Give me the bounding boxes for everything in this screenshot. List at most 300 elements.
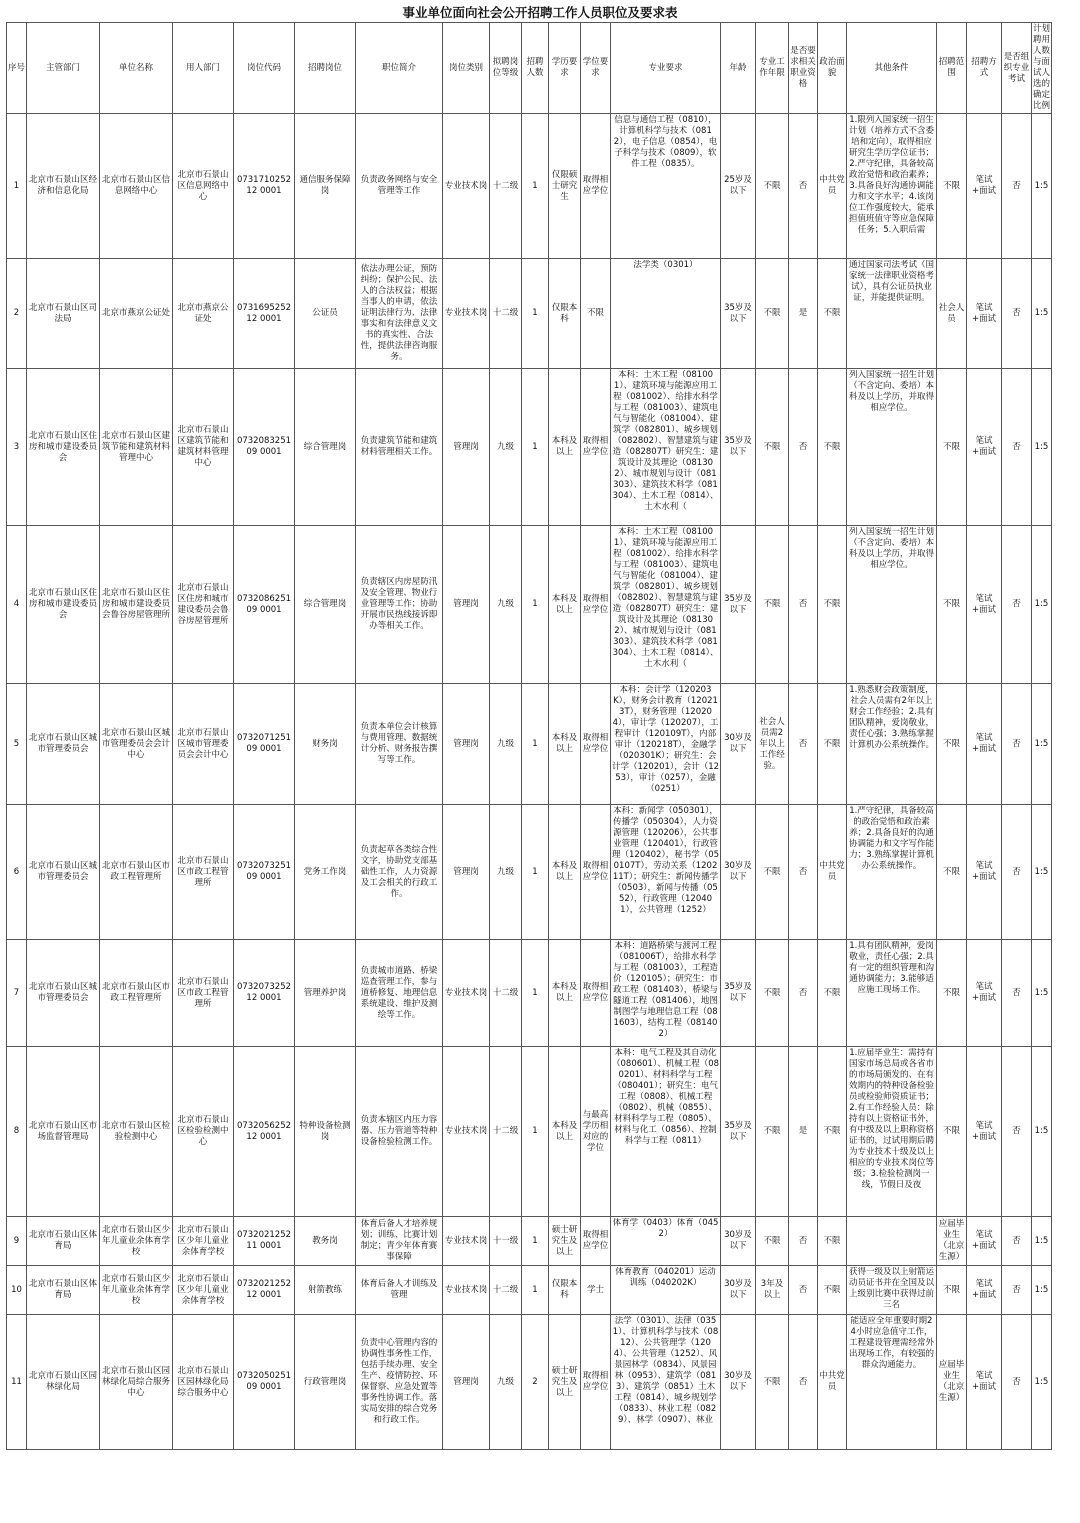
- table-cell: 1:5: [1032, 1047, 1052, 1217]
- table-cell: 负责政务网络与安全管理等工作: [356, 114, 443, 259]
- cell-text: 本科：会计学（120203K），财务会计教育（120213T），财务管理（120204），审计学（120207），工程审计（120109T），内部审计（120218T），金融学（020301K）；研究生：会计学（120201），会计（1253），审计（0257），金融（0251）: [612, 685, 719, 794]
- table-cell: 073169525212 0001: [234, 259, 295, 369]
- table-cell: 笔试+面试: [967, 526, 1002, 684]
- cell-text: 1.严守纪律，具备较高的政治觉悟和政治素养；2.具备良好的沟通协调能力和文字写作能力；3.熟练掌握计算机办公系统操作。: [848, 806, 934, 871]
- table-cell: 3年及以上: [756, 1266, 789, 1315]
- document-title: 事业单位面向社会公开招聘工作人员职位及要求表: [402, 5, 678, 20]
- table-cell: 北京市石景山区司法局: [27, 259, 100, 369]
- table-cell: 应届毕业生（北京生源）: [937, 1315, 967, 1450]
- header-cell: 招聘岗位: [295, 23, 356, 114]
- table-cell: 专业技术岗: [443, 940, 490, 1047]
- table-cell: 体育后备人才培养规划；训练、比赛计划制定；青少年体育赛事保障: [356, 1217, 443, 1266]
- cell-text: 体育学（0403）体育（0452）: [612, 1218, 719, 1239]
- table-cell: 北京市石景山区城市管理委员会: [27, 940, 100, 1047]
- table-cell: 财务岗: [295, 684, 356, 805]
- table-cell: 管理岗: [443, 369, 490, 526]
- table-cell: 取得相应学位: [581, 805, 611, 940]
- table-cell: 不限: [818, 369, 847, 526]
- table-cell: 3: [7, 369, 27, 526]
- table-cell: 负责起草各类综合性文字，协助党支部基础性工作，人力资源及工会相关的行政工作。: [356, 805, 443, 940]
- header-cell: 用人部门: [173, 23, 234, 114]
- table-cell: 北京市石景山区市政工程管理所: [100, 805, 173, 940]
- table-cell: 硕士研究生及以上: [549, 1217, 581, 1266]
- table-cell: 1:5: [1032, 526, 1052, 684]
- table-cell: 否: [1002, 684, 1032, 805]
- table-cell: 073202125211 0001: [234, 1217, 295, 1266]
- table-cell: [611, 526, 721, 684]
- cell-text: 本科：道路桥梁与渡河工程（081006T），给排水科学与工程（081003），工程造价（120105）；研究生：市政工程（081403），桥梁与隧道工程（081406），地图制图学与地理信息工程（081603），结构工程（081402）: [613, 941, 718, 1039]
- table-cell: 1: [522, 1217, 549, 1266]
- table-cell: 本科及以上: [549, 526, 581, 684]
- table-cell: 否: [789, 1315, 818, 1450]
- table-cell: 负责本辖区内压力容器、压力管道等特种设备检验检测工作。: [356, 1047, 443, 1217]
- table-cell: [847, 369, 937, 526]
- table-cell: 北京市石景山区体育局: [27, 1266, 100, 1315]
- table-cell: 1: [522, 805, 549, 940]
- table-cell: 是: [789, 1047, 818, 1217]
- table-cell: 北京市石景山区建筑节能和建筑材料管理中心: [100, 369, 173, 526]
- cell-text: 法学（0301）、法律（0351）、计算机科学与技术（0812）、公共管理学（1204）、公共管理（1252）、风景园林学（0834）、风景园林（0953）、建筑学（0813）、建筑学（0851）土木工程（0814）、城乡规划学（0833）、林业工程（0829）、林学（0907）、林业: [612, 1316, 719, 1425]
- table-cell: 否: [789, 114, 818, 259]
- header-cell: 其他条件: [847, 23, 937, 114]
- table-cell: 不限: [756, 940, 789, 1047]
- table-cell: 管理岗: [443, 1315, 490, 1450]
- table-cell: 管理养护岗: [295, 940, 356, 1047]
- table-cell: 北京市石景山区园林绿化局综合服务中心: [173, 1315, 234, 1450]
- table-cell: 十二级: [490, 114, 522, 259]
- table-cell: [611, 369, 721, 526]
- header-cell: 岗位代码: [234, 23, 295, 114]
- table-cell: [847, 114, 937, 259]
- header-cell: 专业要求: [611, 23, 721, 114]
- cell-text: 本科：土木工程（081001）、建筑环境与能源应用工程（081002）、给排水科学与工程（081003）、建筑电气与智能化（081004）、建筑学（082801）、城乡规划（082802）、智慧建筑与建造（082807T）研究生：建筑设计及其理论（081302）、城市规划与设计（081303）、建筑技术科学（081304）、土木工程（0814）、土木水利（: [612, 527, 719, 669]
- table-cell: 6: [7, 805, 27, 940]
- cell-text: 1.限列入国家统一招生计划（培养方式不含委培和定向），取得相应研究生学历学位证书；2.严守纪律，具备较高政治觉悟和政治素养；3.具备良好沟通协调能力和文字水平；4.该岗位工作强度较大，能承担值班值守等应急保障任务；5.入职后需: [848, 115, 934, 235]
- table-cell: 不限: [818, 1217, 847, 1266]
- cell-text: 1.应届毕业生：需持有国家市场总局或各省市的市场局颁发的、在有效期内的特种设备检验员或检验师资质证书；2.有工作经验人员：除持有以上资格证书外，有中级及以上职称资格证书的，过试用期后聘为专业技术十级及以上相应的专业技术岗位等级；3.检验检测岗一线，节假日及夜: [848, 1048, 934, 1190]
- table-cell: 负责中心管理内容的协调性事务性工作，包括手续办理、安全生产、疫情防控、环保督察、应急处置等事务性协调工作。落实局安排的综合党务和行政工作。: [356, 1315, 443, 1450]
- table-cell: 073202125212 0001: [234, 1266, 295, 1315]
- table-cell: 十一级: [490, 1217, 522, 1266]
- table-cell: [611, 1266, 721, 1315]
- table-cell: 北京市石景山区信息网络中心: [100, 114, 173, 259]
- table-cell: 1:5: [1032, 805, 1052, 940]
- cell-text: [848, 1218, 935, 1264]
- table-cell: 十二级: [490, 259, 522, 369]
- table-cell: 35岁及以下: [721, 259, 756, 369]
- table-cell: [611, 805, 721, 940]
- table-cell: 笔试+面试: [967, 805, 1002, 940]
- table-cell: 1: [522, 114, 549, 259]
- table-cell: 社会人员: [937, 259, 967, 369]
- table-cell: 北京市石景山区少年儿童业余体育学校: [173, 1217, 234, 1266]
- table-cell: 管理岗: [443, 526, 490, 684]
- table-cell: 35岁及以下: [721, 526, 756, 684]
- table-cell: 取得相应学位: [581, 369, 611, 526]
- table-cell: 否: [1002, 114, 1032, 259]
- table-row: [7, 1266, 1052, 1315]
- table-cell: 1: [522, 1266, 549, 1315]
- table-row: [7, 1315, 1052, 1450]
- table-cell: 通信服务保障岗: [295, 114, 356, 259]
- table-cell: 北京市石景山区城市管理委员会会计中心: [100, 684, 173, 805]
- table-row: [7, 1217, 1052, 1266]
- table-cell: 8: [7, 1047, 27, 1217]
- table-cell: 北京市石景山区经济和信息化局: [27, 114, 100, 259]
- table-cell: 本科及以上: [549, 369, 581, 526]
- cell-text: 获得一级及以上射箭运动员证书并在全国及以上级别比赛中获得过前三名: [848, 1267, 934, 1310]
- table-cell: 取得相应学位: [581, 526, 611, 684]
- table-cell: 1:5: [1032, 259, 1052, 369]
- table-cell: 仅限硕士研究生: [549, 114, 581, 259]
- table-cell: 1:5: [1032, 1315, 1052, 1450]
- header-cell: 专业工作年限: [756, 23, 789, 114]
- table-cell: 北京市石景山区市政工程管理所: [173, 940, 234, 1047]
- table-header-row: [7, 23, 1052, 114]
- table-cell: 北京市石景山区检验检测中心: [100, 1047, 173, 1217]
- table-cell: 九级: [490, 805, 522, 940]
- table-cell: 中共党员: [818, 1315, 847, 1450]
- header-cell: 岗位类别: [443, 23, 490, 114]
- table-cell: 专业技术岗: [443, 1047, 490, 1217]
- table-cell: 073205025109 0001: [234, 1315, 295, 1450]
- header-cell: 学位要求: [581, 23, 611, 114]
- table-cell: 1:5: [1032, 369, 1052, 526]
- cell-text: 本科：新闻学（050301），传播学（050304），人力资源管理（120206），公共事业管理（120401），行政管理（120402），秘书学（050107T），劳动关系（120211T）；研究生：新闻传播学（0503），新闻与传播（0552），行政管理（120401），公共管理（1252）: [612, 806, 719, 915]
- table-cell: 笔试+面试: [967, 684, 1002, 805]
- table-cell: 不限: [818, 526, 847, 684]
- table-cell: 负责辖区内房屋防汛及安全管理、物业行业管理等工作；协助开展市民热线接诉即办等相关工作。: [356, 526, 443, 684]
- table-cell: 笔试+面试: [967, 259, 1002, 369]
- table-cell: 管理岗: [443, 805, 490, 940]
- table-cell: 否: [1002, 259, 1032, 369]
- table-cell: 1:5: [1032, 114, 1052, 259]
- header-cell: 政治面貌: [818, 23, 847, 114]
- table-cell: 25岁及以下: [721, 114, 756, 259]
- table-cell: 北京市石景山区检验检测中心: [173, 1047, 234, 1217]
- header-cell: 拟聘岗位等级: [490, 23, 522, 114]
- table-row: [7, 526, 1052, 684]
- table-cell: 不限: [756, 1047, 789, 1217]
- table-cell: 专业技术岗: [443, 259, 490, 369]
- table-cell: 35岁及以下: [721, 369, 756, 526]
- table-cell: 7: [7, 940, 27, 1047]
- table-cell: 北京市石景山区市政工程管理所: [173, 805, 234, 940]
- header-cell: 计划聘用人数与面试人选的确定比例: [1032, 23, 1052, 114]
- table-cell: 9: [7, 1217, 27, 1266]
- table-cell: 笔试+面试: [967, 1217, 1002, 1266]
- table-cell: [611, 1047, 721, 1217]
- table-cell: 依法办理公证，预防纠纷；保护公民、法人的合法权益；根据当事人的申请，依法证明法律行为、法律事实和有法律意义文书的真实性、合法性，提供法律咨询服务。: [356, 259, 443, 369]
- cell-text: 能适应全年重要时期24小时应急值守工作，工程建设管理需经常外出现场工作，有较强的群众沟通能力。: [848, 1316, 934, 1370]
- table-cell: 仅限本科: [549, 259, 581, 369]
- table-cell: 与最高学历相对应的学位: [581, 1047, 611, 1217]
- cell-text: 1.具有团队精神，爱岗敬业，责任心强；2.具有一定的组织管理和沟通协调能力；3.能够适应施工现场工作。: [848, 941, 934, 995]
- table-cell: 否: [1002, 940, 1032, 1047]
- table-cell: 2: [522, 1315, 549, 1450]
- header-cell: 是否组织专业考试: [1002, 23, 1032, 114]
- table-cell: 笔试+面试: [967, 1315, 1002, 1450]
- table-cell: 北京市石景山区少年儿童业余体育学校: [100, 1217, 173, 1266]
- table-cell: 30岁及以下: [721, 1315, 756, 1450]
- table-cell: 30岁及以下: [721, 1217, 756, 1266]
- table-cell: 负责本单位会计核算与费用管理、数据统计分析、财务报告撰写等工作。: [356, 684, 443, 805]
- table-cell: 笔试+面试: [967, 1047, 1002, 1217]
- table-cell: 行政管理岗: [295, 1315, 356, 1450]
- table-cell: [611, 114, 721, 259]
- header-cell: 是否要求相关职业资格: [789, 23, 818, 114]
- table-cell: 073207325109 0001: [234, 805, 295, 940]
- table-cell: 硕士研究生及以上: [549, 1315, 581, 1450]
- table-cell: 不限: [818, 684, 847, 805]
- table-cell: 取得相应学位: [581, 940, 611, 1047]
- header-cell: 招聘方式: [967, 23, 1002, 114]
- table-cell: 10: [7, 1266, 27, 1315]
- cell-text: 1.熟悉财会政策制度，社会人员需有2年以上财会工作经验；2.具有团队精神，爱岗敬业，责任心强；3.熟练掌握计算机办公系统操作。: [848, 685, 934, 750]
- table-cell: 1:5: [1032, 1266, 1052, 1315]
- table-cell: 2: [7, 259, 27, 369]
- table-cell: 否: [789, 940, 818, 1047]
- table-cell: 35岁及以下: [721, 940, 756, 1047]
- table-cell: 中共党员: [818, 114, 847, 259]
- table-cell: 取得相应学位: [581, 114, 611, 259]
- cell-text: 信息与通信工程（0810），计算机科学与技术（0812），电子信息（0854），电子科学与技术（0809），软件工程（0835）。: [613, 115, 718, 169]
- table-body: [7, 114, 1052, 1450]
- table-cell: 社会人员需2年以上工作经验。: [756, 684, 789, 805]
- table-cell: 教务岗: [295, 1217, 356, 1266]
- table-cell: 35岁及以下: [721, 1047, 756, 1217]
- table-cell: 1:5: [1032, 684, 1052, 805]
- table-cell: 1: [522, 369, 549, 526]
- table-cell: 本科及以上: [549, 805, 581, 940]
- table-cell: [847, 259, 937, 369]
- table-cell: 综合管理岗: [295, 369, 356, 526]
- table-cell: 北京市石景山区城市管理委员会: [27, 684, 100, 805]
- recruitment-table: [6, 22, 1052, 1450]
- table-cell: 综合管理岗: [295, 526, 356, 684]
- table-cell: 取得相应学位: [581, 684, 611, 805]
- table-cell: 不限: [818, 1266, 847, 1315]
- table-cell: 专业技术岗: [443, 1217, 490, 1266]
- table-cell: 北京市石景山区城市管理委员会: [27, 805, 100, 940]
- table-cell: 北京市石景山区园林绿化局: [27, 1315, 100, 1450]
- cell-text: 本科：电气工程及其自动化（080601）、机械工程（080201）、材料科学与工程（080401）；研究生：电气工程（0808）、机械工程（0802）、机械（0855）、材料科学与工程（0805）、材料与化工（0856）、控制科学与工程（0811）: [612, 1048, 719, 1146]
- table-cell: 否: [1002, 526, 1032, 684]
- table-row: [7, 369, 1052, 526]
- table-cell: 1: [7, 114, 27, 259]
- table-cell: 北京市石景山区体育局: [27, 1217, 100, 1266]
- table-cell: 否: [1002, 1047, 1032, 1217]
- table-cell: [847, 526, 937, 684]
- table-cell: 特种设备检测岗: [295, 1047, 356, 1217]
- table-cell: 不限: [818, 259, 847, 369]
- table-cell: 30岁及以下: [721, 805, 756, 940]
- table-cell: 北京市石景山区住房和城市建设委员会: [27, 526, 100, 684]
- table-cell: 否: [789, 1266, 818, 1315]
- table-cell: 073208325109 0001: [234, 369, 295, 526]
- table-cell: 负责城市道路、桥梁巡查管理工作，参与道桥修复、地理信息系统建设、维护及测绘等工作。: [356, 940, 443, 1047]
- table-cell: 1: [522, 1047, 549, 1217]
- table-cell: 应届毕业生（北京生源）: [937, 1217, 967, 1266]
- table-cell: 1: [522, 259, 549, 369]
- table-cell: 不限: [818, 1047, 847, 1217]
- table-cell: 北京市石景山区住房和城市建设委员会鲁谷房屋管理所: [173, 526, 234, 684]
- table-cell: 不限: [756, 526, 789, 684]
- table-cell: 管理岗: [443, 684, 490, 805]
- cell-text: 体育教育（040201）运动训练（040202K）: [615, 1267, 716, 1288]
- cell-text: 列入国家统一招生计划（不含定向、委培）本科及以上学历，并取得相应学位。: [848, 527, 934, 570]
- table-cell: 十二级: [490, 1266, 522, 1315]
- table-cell: 073207325212 0001: [234, 940, 295, 1047]
- header-cell: 招聘范围: [937, 23, 967, 114]
- table-cell: 否: [1002, 369, 1032, 526]
- header-cell: 主管部门: [27, 23, 100, 114]
- table-cell: 不限: [756, 1217, 789, 1266]
- table-cell: 党务工作岗: [295, 805, 356, 940]
- table-cell: 十二级: [490, 940, 522, 1047]
- table-cell: 073205625212 0001: [234, 1047, 295, 1217]
- table-cell: 否: [789, 526, 818, 684]
- table-cell: 30岁及以下: [721, 1266, 756, 1315]
- table-cell: 专业技术岗: [443, 114, 490, 259]
- header-cell: 招聘人数: [522, 23, 549, 114]
- table-cell: 北京市石景山区建筑节能和建筑材料管理中心: [173, 369, 234, 526]
- header-cell: 单位名称: [100, 23, 173, 114]
- table-cell: [847, 1266, 937, 1315]
- table-row: [7, 684, 1052, 805]
- table-cell: 1:5: [1032, 940, 1052, 1047]
- table-cell: 4: [7, 526, 27, 684]
- table-cell: 中共党员: [818, 805, 847, 940]
- table-cell: 北京市石景山区市政工程管理所: [100, 940, 173, 1047]
- table-cell: 本科及以上: [549, 684, 581, 805]
- table-cell: [847, 805, 937, 940]
- table-cell: 1: [522, 526, 549, 684]
- table-cell: 073171025212 0001: [234, 114, 295, 259]
- table-cell: 不限: [937, 369, 967, 526]
- header-cell: 序号: [7, 23, 27, 114]
- table-cell: [847, 1047, 937, 1217]
- table-cell: 取得相应学位: [581, 1315, 611, 1450]
- table-cell: 北京市石景山区少年儿童业余体育学校: [173, 1266, 234, 1315]
- table-cell: 笔试+面试: [967, 940, 1002, 1047]
- table-cell: 不限: [756, 114, 789, 259]
- table-cell: 九级: [490, 369, 522, 526]
- table-cell: 九级: [490, 526, 522, 684]
- table-cell: [611, 259, 721, 369]
- table-cell: 不限: [937, 114, 967, 259]
- table-cell: [611, 940, 721, 1047]
- table-cell: 北京市石景山区城市管理委员会会计中心: [173, 684, 234, 805]
- table-cell: 本科及以上: [549, 940, 581, 1047]
- table-cell: 是: [789, 259, 818, 369]
- table-cell: 北京市石景山区住房和城市建设委员会鲁谷房屋管理所: [100, 526, 173, 684]
- table-cell: 1: [522, 684, 549, 805]
- table-cell: 负责建筑节能和建筑材料管理相关工作。: [356, 369, 443, 526]
- table-cell: 30岁及以下: [721, 684, 756, 805]
- table-cell: 北京市石景山区住房和城市建设委员会: [27, 369, 100, 526]
- table-cell: 不限: [937, 684, 967, 805]
- table-cell: 1: [522, 940, 549, 1047]
- cell-text: 法学类（0301）: [633, 260, 698, 270]
- cell-text: 通过国家司法考试（国家统一法律职业资格考试），具有公证员执业证，并能提供证明。: [848, 260, 934, 303]
- table-row: [7, 259, 1052, 369]
- table-cell: 不限: [756, 1315, 789, 1450]
- table-cell: 1:5: [1032, 1217, 1052, 1266]
- table-cell: 否: [1002, 1266, 1032, 1315]
- table-row: [7, 805, 1052, 940]
- cell-text: 本科：土木工程（081001）、建筑环境与能源应用工程（081002）、给排水科学与工程（081003）、建筑电气与智能化（081004）、建筑学（082801）、城乡规划（082802）、智慧建筑与建造（082807T）研究生：建筑设计及其理论（081302）、城市规划与设计（081303）、建筑技术科学（081304）、土木工程（0814）、土木水利（: [612, 370, 719, 512]
- table-cell: [847, 1217, 937, 1266]
- table-cell: 笔试+面试: [967, 369, 1002, 526]
- table-cell: 北京市石景山区信息网络中心: [173, 114, 234, 259]
- table-cell: 不限: [581, 259, 611, 369]
- table-cell: 否: [1002, 805, 1032, 940]
- table-cell: 否: [789, 805, 818, 940]
- table-cell: 不限: [756, 369, 789, 526]
- table-cell: 不限: [937, 805, 967, 940]
- table-cell: 本科及以上: [549, 1047, 581, 1217]
- table-cell: 北京市石景山区少年儿童业余体育学校: [100, 1266, 173, 1315]
- table-cell: 笔试+面试: [967, 114, 1002, 259]
- table-cell: 否: [789, 684, 818, 805]
- table-cell: 北京市石景山区园林绿化局综合服务中心: [100, 1315, 173, 1450]
- table-row: [7, 940, 1052, 1047]
- table-cell: 5: [7, 684, 27, 805]
- table-cell: 北京市燕京公证处: [173, 259, 234, 369]
- table-cell: [611, 684, 721, 805]
- table-cell: 不限: [818, 940, 847, 1047]
- table-cell: 否: [1002, 1217, 1032, 1266]
- table-cell: [847, 1315, 937, 1450]
- table-cell: 否: [789, 1217, 818, 1266]
- table-cell: 不限: [756, 805, 789, 940]
- table-cell: 073207125109 0001: [234, 684, 295, 805]
- table-cell: 不限: [937, 1047, 967, 1217]
- table-cell: 北京市燕京公证处: [100, 259, 173, 369]
- table-cell: 取得相应学位: [581, 1217, 611, 1266]
- table-cell: 学士: [581, 1266, 611, 1315]
- table-cell: 073208625109 0001: [234, 526, 295, 684]
- header-cell: 职位简介: [356, 23, 443, 114]
- table-cell: 公证员: [295, 259, 356, 369]
- header-cell: 年龄: [721, 23, 756, 114]
- table-cell: [611, 1217, 721, 1266]
- table-cell: [611, 1315, 721, 1450]
- table-cell: 笔试+面试: [967, 1266, 1002, 1315]
- table-cell: 不限: [937, 526, 967, 684]
- table-cell: 不限: [937, 1266, 967, 1315]
- table-cell: 仅限本科: [549, 1266, 581, 1315]
- table-row: [7, 1047, 1052, 1217]
- table-cell: 九级: [490, 684, 522, 805]
- header-cell: 学历要求: [549, 23, 581, 114]
- table-cell: 体育后备人才训练及管理: [356, 1266, 443, 1315]
- table-cell: 11: [7, 1315, 27, 1450]
- table-cell: [847, 940, 937, 1047]
- table-cell: 不限: [756, 259, 789, 369]
- table-cell: 专业技术岗: [443, 1266, 490, 1315]
- table-cell: 射箭教练: [295, 1266, 356, 1315]
- table-cell: 否: [789, 369, 818, 526]
- table-cell: 北京市石景山区市场监督管理局: [27, 1047, 100, 1217]
- table-cell: [847, 684, 937, 805]
- table-row: [7, 114, 1052, 259]
- table-cell: 十二级: [490, 1047, 522, 1217]
- cell-text: 列入国家统一招生计划（不含定向、委培）本科及以上学历，并取得相应学位。: [848, 370, 934, 413]
- table-cell: 九级: [490, 1315, 522, 1450]
- table-cell: 不限: [937, 940, 967, 1047]
